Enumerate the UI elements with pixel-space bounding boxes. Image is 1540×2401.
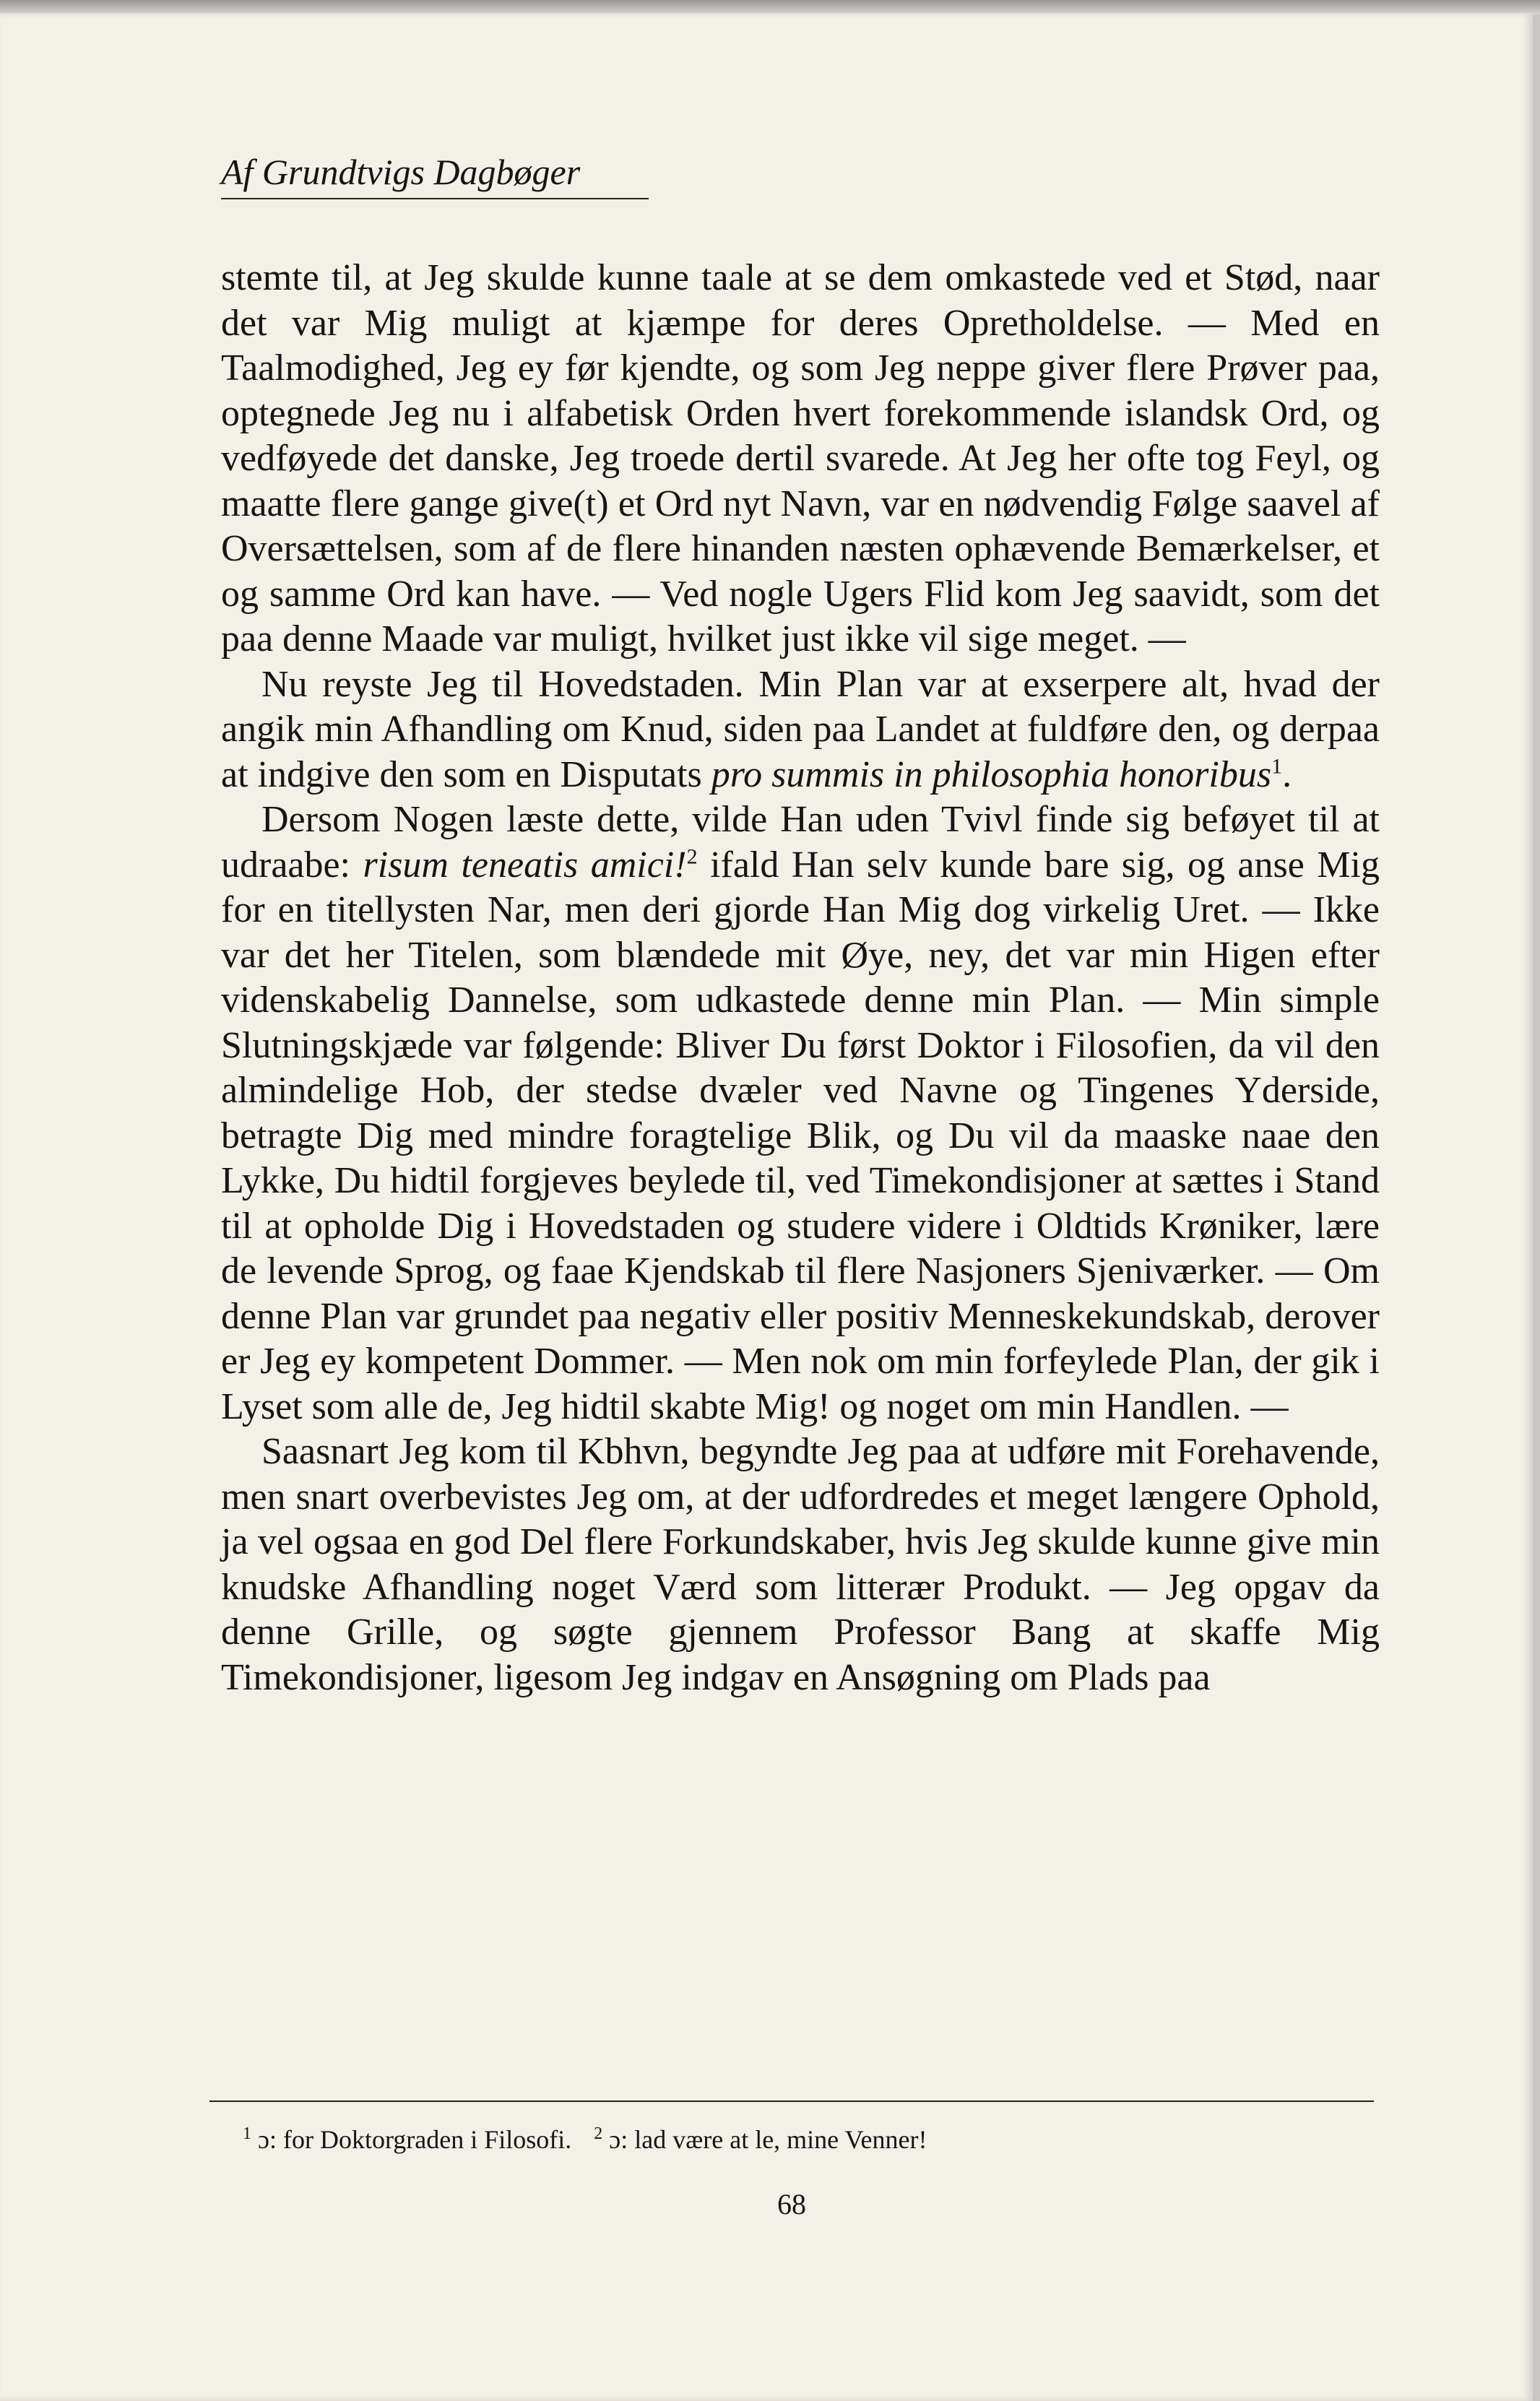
paragraph-text: Saasnart Jeg kom til Kbhvn, begyndte Jeg paa at udføre mit Forehavende, men snart overbevistes Jeg om, at der udfordredes et meget længere Ophold, ja vel ogsaa en god Del flere Forkundskaber, hvis Jeg skulde kunne give min knudske Afhandling noget Værd som litterær Produkt. — Jeg opgav da denne Grille, og søgte gjennem Professor Bang at skaffe Mig Timekondisjoner, ligesom Jeg indgav en Ansøgning om Plads paa bbox=[221, 1431, 1380, 1698]
latin-phrase: pro summis in philosophia honoribus bbox=[711, 753, 1272, 795]
footnote-text: ɔ: lad være at le, mine Venner! bbox=[609, 2125, 927, 2154]
scan-edge bbox=[0, 0, 1540, 14]
footnote-mark: 2 bbox=[594, 2124, 603, 2143]
running-head: Af Grundtvigs Dagbøger bbox=[221, 150, 649, 199]
paragraph-3 bbox=[221, 797, 1380, 1429]
paragraph-text: ifald Han selv kunde bare sig, og anse Mig for en titellysten Nar, men deri gjorde Han Mig dog virkelig Uret. — Ikke var det her Titelen, som blændede mit Øye, ney, det var min Higen efter videnskabelig Dannelse, som udkastede denne min Plan. — Min simple Slutningskjæde var følgende: Bliver Du først Doktor i Filosofien, da vil den almindelige Hob, der stedse dvæler ved Navne og Tingenes Yderside, betragte Dig med mindre foragtelige Blik, og Du vil da maaske naae den Lykke, Du hidtil forgjeves beylede til, ved Timekondisjoner at sættes i Stand til at opholde Dig i Hovedstaden og studere videre i Oldtids Krøniker, lære de levende Sprog, og faae Kjendskab til flere Nasjoners Sjeniværker. — Om denne Plan var grundet paa negativ eller positiv Menneskekundskab, derover er Jeg ey kompetent Dommer. — Men nok om min forfeylede Plan, der gik i Lyset som alle de, Jeg hidtil skabte Mig! og noget om min Handlen. — bbox=[221, 844, 1380, 1427]
book-page bbox=[0, 13, 1533, 2401]
footnotes bbox=[243, 2124, 1370, 2155]
footnote-1 bbox=[243, 2125, 571, 2154]
footnote-ref: 1 bbox=[1271, 754, 1283, 779]
footnote-mark: 1 bbox=[243, 2124, 251, 2143]
footnote-divider bbox=[209, 2101, 1374, 2102]
paragraph-4 bbox=[221, 1429, 1380, 1700]
paragraph-text: . bbox=[1282, 753, 1292, 795]
paragraph-text: Dersom Nogen læste dette, vilde Han uden Tvivl finde sig beføyet til at udraabe: bbox=[221, 799, 1380, 886]
footnote-ref: 2 bbox=[686, 844, 698, 869]
paragraph-2 bbox=[221, 662, 1380, 798]
latin-phrase: risum teneatis amici! bbox=[363, 844, 687, 886]
footnote-text: ɔ: for Doktorgraden i Filosofi. bbox=[258, 2125, 572, 2154]
footnote-2 bbox=[594, 2125, 927, 2154]
body-text bbox=[221, 256, 1380, 1700]
page-number: 68 bbox=[777, 2188, 806, 2220]
paragraph-1 bbox=[221, 256, 1380, 662]
paragraph-text: Nu reyste Jeg til Hovedstaden. Min Plan var at exserpere alt, hvad der angik min Afhandling om Knud, siden paa Landet at fuldføre den, og derpaa at indgive den som en Disputats bbox=[221, 663, 1380, 795]
paragraph-text: stemte til, at Jeg skulde kunne taale at se dem omkastede ved et Stød, naar det var Mig muligt at kjæmpe for deres Opretholdelse. — Med en Taalmodighed, Jeg ey før kjendte, og som Jeg neppe giver flere Prøver paa, optegnede Jeg nu i alfabetisk Orden hvert forekommende islandsk Ord, og vedføyede det danske, Jeg troede dertil svarede. At Jeg her ofte tog Feyl, og maatte flere gange give(t) et Ord nyt Navn, var en nødvendig Følge saavel af Oversættelsen, som af de flere hinanden næsten ophævende Bemærkelser, et og samme Ord kan have. — Ved nogle Ugers Flid kom Jeg saavidt, som det paa denne Maade var muligt, hvilket just ikke vil sige meget. — bbox=[221, 257, 1380, 659]
